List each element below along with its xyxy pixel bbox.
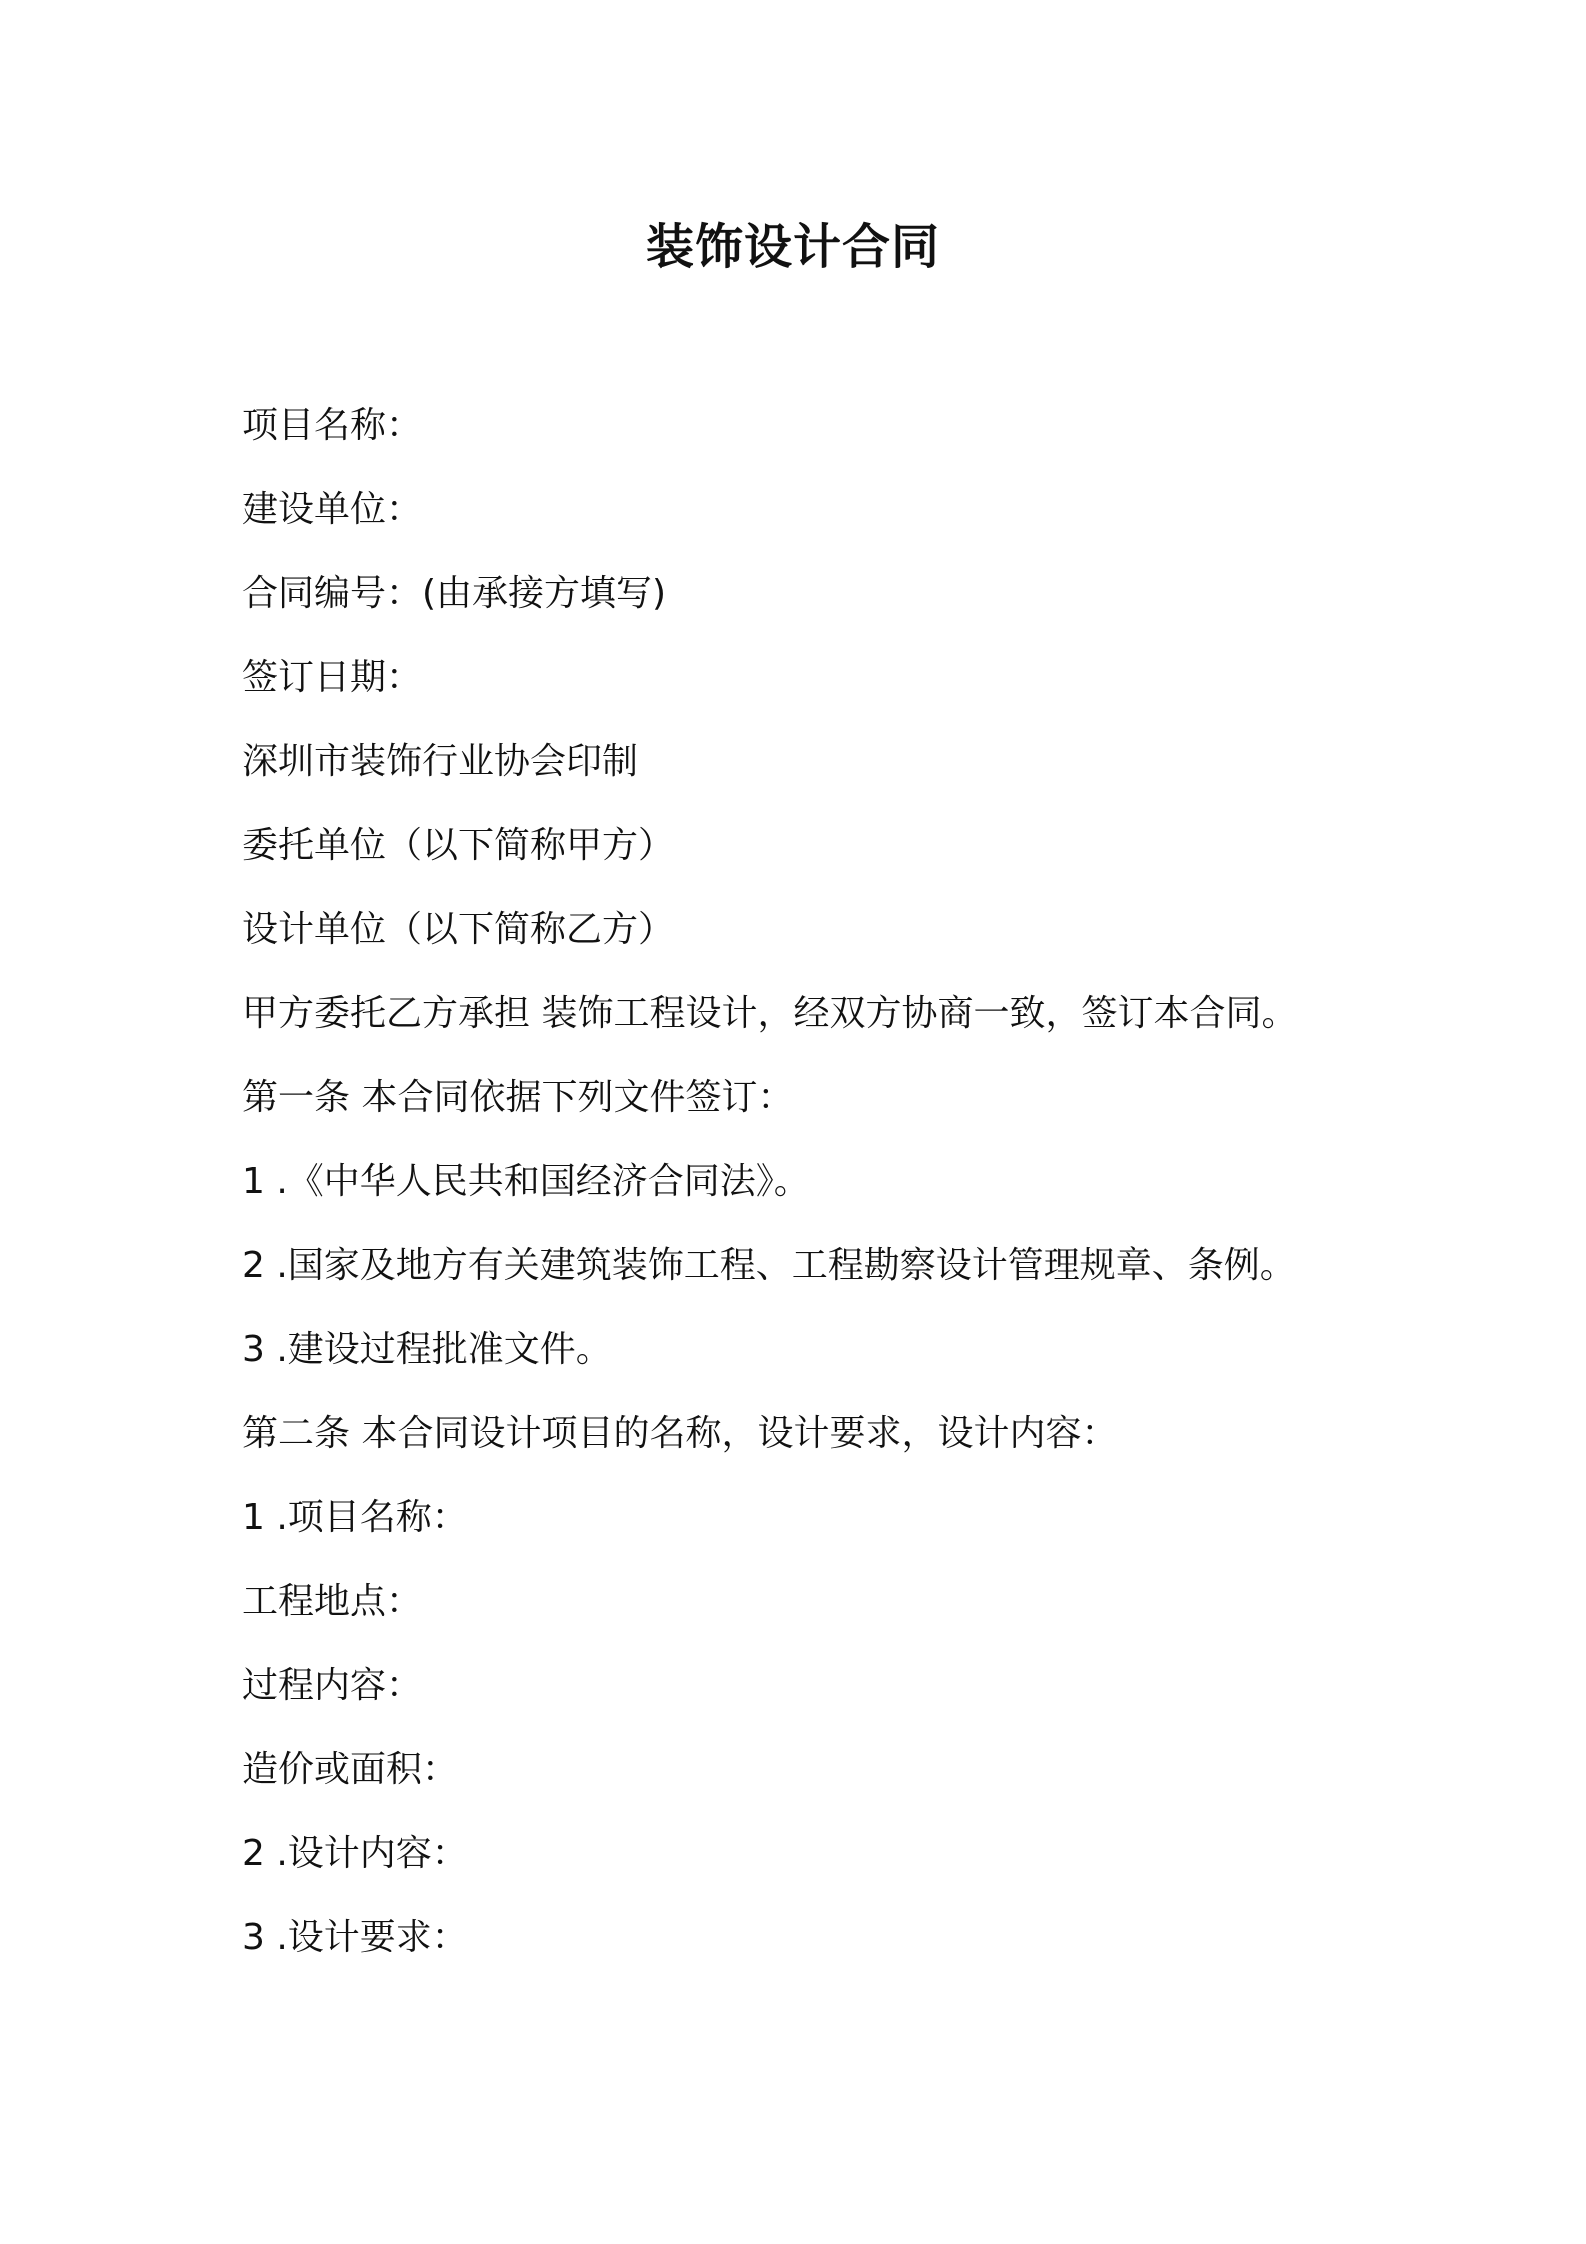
article-2-item-3: 3 .设计要求：: [242, 1917, 468, 1958]
field-cost-or-area: 造价或面积：: [242, 1749, 459, 1790]
article-1-heading: 第一条 本合同依据下列文件签订：: [242, 1077, 794, 1118]
party-b-line: 设计单位（以下简称乙方）: [242, 909, 675, 950]
article-2-item-2: 2 .设计内容：: [242, 1833, 468, 1874]
article-1-item-3: 3 .建设过程批准文件。: [242, 1329, 612, 1370]
preamble-line: 甲方委托乙方承担 装饰工程设计，经双方协商一致，签订本合同。: [242, 993, 1298, 1034]
printed-by-line: 深圳市装饰行业协会印制: [242, 741, 639, 782]
article-2-item-1: 1 .项目名称：: [242, 1497, 468, 1538]
document-title: 装饰设计合同: [645, 219, 940, 275]
field-construction-unit: 建设单位：: [242, 489, 423, 530]
field-signing-date: 签订日期：: [242, 657, 423, 698]
article-1-item-2: 2 .国家及地方有关建筑装饰工程、工程勘察设计管理规章、条例。: [242, 1245, 1296, 1286]
article-2-heading: 第二条 本合同设计项目的名称，设计要求，设计内容：: [242, 1413, 1118, 1454]
field-project-location: 工程地点：: [242, 1581, 423, 1622]
field-contract-number: 合同编号：(由承接方填写): [242, 573, 667, 614]
party-a-line: 委托单位（以下简称甲方）: [242, 825, 675, 866]
field-project-name: 项目名称：: [242, 405, 423, 446]
document-body: [242, 400, 1442, 1996]
field-process-content: 过程内容：: [242, 1665, 423, 1706]
article-1-item-1: 1 .《中华人民共和国经济合同法》。: [242, 1161, 810, 1202]
